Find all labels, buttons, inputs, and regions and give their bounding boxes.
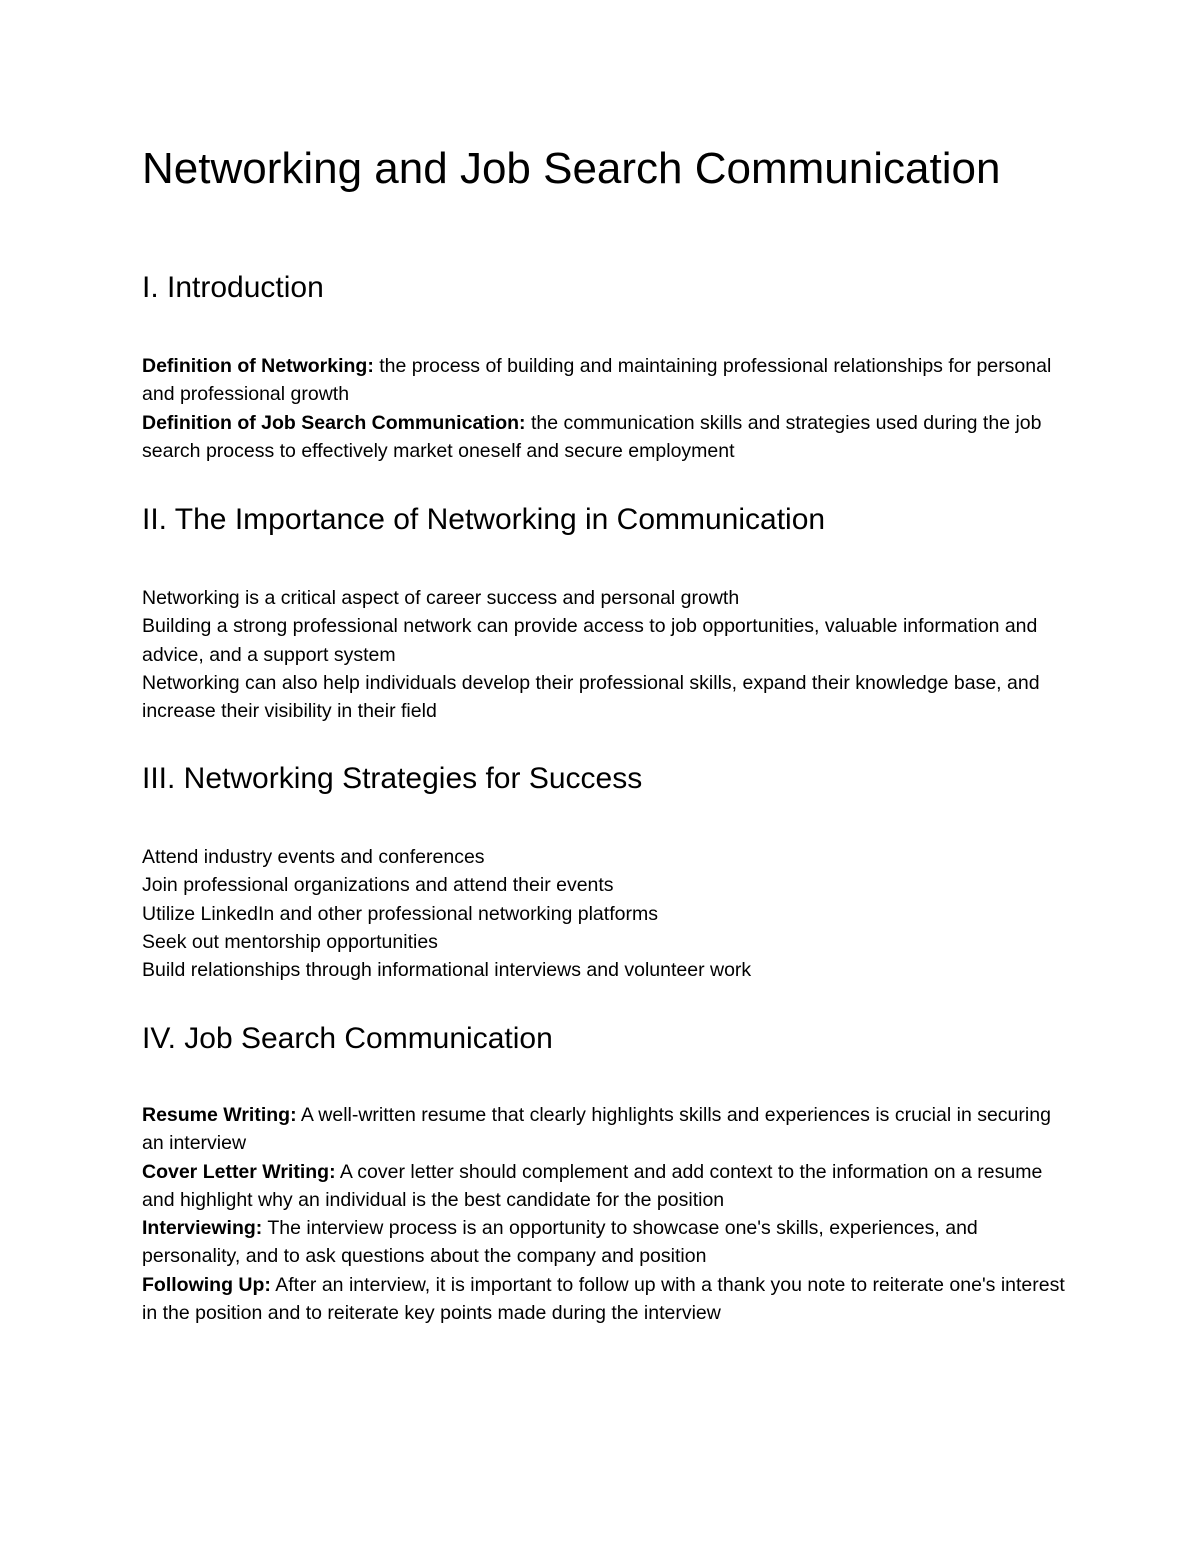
definition-item bbox=[142, 1158, 1067, 1215]
section-heading-introduction: I. Introduction bbox=[142, 271, 324, 304]
list-item: Attend industry events and conferences bbox=[142, 846, 485, 868]
section-heading-job-search: IV. Job Search Communication bbox=[142, 1022, 553, 1055]
definition-text: A well-written resume that clearly highlights skills and experiences is crucial in securing an interview bbox=[142, 1104, 1051, 1155]
definition-term: Definition of Networking: bbox=[142, 355, 374, 377]
definition-item bbox=[142, 1101, 1067, 1158]
list-item: Networking can also help individuals develop their professional skills, expand their knowledge base, and increase their visibility in their field bbox=[142, 671, 1040, 723]
definition-term: Interviewing: bbox=[142, 1217, 263, 1240]
section-body-job-search bbox=[142, 1101, 1067, 1327]
list-item: Seek out mentorship opportunities bbox=[142, 930, 438, 953]
document-title: Networking and Job Search Communication bbox=[142, 144, 1001, 193]
section-heading-importance: II. The Importance of Networking in Communication bbox=[142, 503, 826, 536]
definition-item bbox=[142, 409, 1067, 466]
list-item: Join professional organizations and attend their events bbox=[142, 874, 614, 897]
definition-term: Cover Letter Writing: bbox=[142, 1160, 336, 1183]
definition-item bbox=[142, 1271, 1067, 1328]
definition-term: Following Up: bbox=[142, 1273, 271, 1296]
list-item: Build relationships through informational interviews and volunteer work bbox=[142, 959, 752, 982]
section-body-strategies bbox=[142, 843, 1067, 984]
definition-item bbox=[142, 352, 1067, 409]
definition-text: the communication skills and strategies used during the job search process to effectively market oneself and secure employment bbox=[142, 411, 1042, 462]
list-item: Utilize LinkedIn and other professional networking platforms bbox=[142, 902, 658, 925]
definition-text: A cover letter should complement and add context to the information on a resume and highlight why an individual is the best candidate for the position bbox=[142, 1160, 1043, 1211]
section-heading-strategies: III. Networking Strategies for Success bbox=[142, 762, 643, 795]
definition-text: the process of building and maintaining professional relationships for personal and professional growth bbox=[142, 355, 1052, 406]
definition-text: After an interview, it is important to follow up with a thank you note to reiterate one's interest in the position and to reiterate key points made during the interview bbox=[142, 1273, 1065, 1325]
list-item: Building a strong professional network can provide access to job opportunities, valuable information and advice, and a support system bbox=[142, 615, 1038, 666]
definition-text: The interview process is an opportunity to showcase one's skills, experiences, and personality, and to ask questions about the company and position bbox=[142, 1217, 978, 1268]
definition-term: Resume Writing: bbox=[142, 1104, 297, 1126]
section-body-introduction bbox=[142, 352, 1067, 465]
definition-item bbox=[142, 1214, 1067, 1271]
section-body-importance bbox=[142, 584, 1067, 725]
definition-term: Definition of Job Search Communication: bbox=[142, 411, 526, 434]
list-item: Networking is a critical aspect of career success and personal growth bbox=[142, 587, 740, 609]
